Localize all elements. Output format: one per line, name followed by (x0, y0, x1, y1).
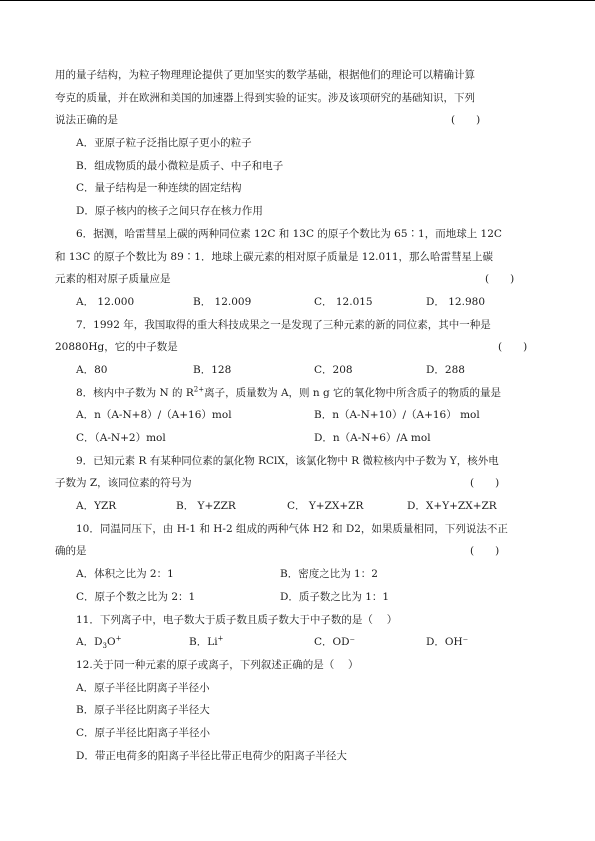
q11-option-a-atom: O (106, 636, 116, 649)
q9-stem-end: 子数为 Z，该同位素的符号为 (55, 477, 192, 490)
q10-option-c: C．原子个数之比为 2：1 (76, 590, 196, 603)
intro-option-c: C．量子结构是一种连续的固定结构 (76, 182, 242, 195)
q8-stem-part-1: 8．核内中子数为 N 的 R (76, 386, 194, 399)
q8-option-c: C．（A-N+2）mol (76, 432, 166, 444)
q7-stem-end: 20880Hg，它的中子数是 (55, 341, 178, 354)
intro-line-1: 用的量子结构，为粒子物理理论提供了更加坚实的数学基础，根据他们的理论可以精确计算 (55, 69, 475, 81)
q7-option-d: D．288 (426, 363, 465, 376)
q7-option-a: A．80 (76, 363, 108, 376)
q6-stem-line-3 (55, 268, 555, 291)
q8-option-d: D．n（A-N+6）/A mol (314, 432, 431, 444)
page-top-rule (0, 0, 595, 1)
q6-stem-end: 元素的相对原子质量应是 (55, 273, 171, 286)
q12-option-b: B．原子半径比阴离子半径大 (76, 704, 210, 717)
q9-options (55, 495, 555, 518)
answer-paren: ( ) (485, 273, 515, 286)
q8-stem-part-2: 离子，质量数为 A，则 n g 它的氧化物中所含质子的物质的量是 (204, 386, 502, 399)
q8-options-row-1 (55, 404, 555, 427)
q8-option-b: B．n（A-N+10）/（A+16） mol (314, 409, 480, 422)
q7-option-b: B．128 (193, 363, 232, 376)
q11-option-a-charge: + (115, 634, 122, 643)
q10-stem-line-2 (55, 540, 555, 563)
q6-stem-line-2: 和 13C 的原子个数比为 89∶1．地球上碳元素的相对原子质量是 12.011，那么哈雷彗星上碳 (55, 250, 494, 263)
q10-option-a: A．体积之比为 2：1 (76, 568, 174, 581)
q12-stem: 12.关于同一种元素的原子或离子，下列叙述正确的是（ ） (76, 658, 359, 671)
exam-page (55, 64, 555, 767)
q11-option-a-label: A．D (76, 636, 103, 649)
q6-options (55, 291, 555, 314)
q8-options-row-2 (55, 427, 555, 450)
q8-option-a: A．n（A-N+8）/（A+16）mol (76, 409, 232, 422)
q10-options-row-2 (55, 586, 555, 609)
intro-line-3 (55, 109, 555, 132)
q7-options (55, 359, 555, 382)
q11-option-c: C．OD⁻ (314, 636, 356, 649)
q6-option-d: D． 12.980 (426, 295, 485, 308)
q6-option-b: B． 12.009 (193, 295, 252, 308)
q9-option-c: C． Y+ZX+ZR (287, 500, 364, 513)
q7-stem-line-2 (55, 336, 555, 359)
answer-paren: ( ) (451, 114, 481, 127)
answer-paren: ( ) (470, 545, 500, 558)
q9-option-d: D．X+Y+ZX+ZR (407, 500, 497, 513)
q8-charge-superscript: 2+ (193, 385, 205, 394)
intro-line-2: 夸克的质量，并在欧洲和美国的加速器上得到实验的证实。涉及该项研究的基础知识，下列 (55, 91, 475, 104)
q12-option-d: D．带正电荷多的阳离子半径比带正电荷少的阳离子半径大 (76, 749, 347, 762)
q10-stem-end: 确的是 (55, 545, 87, 558)
intro-option-a: A．亚原子粒子泛指比原子更小的粒子 (76, 137, 252, 150)
answer-paren: ( ) (470, 477, 500, 490)
q7-option-c: C．208 (314, 363, 353, 376)
answer-paren: ( ) (498, 341, 528, 354)
q12-option-a: A．原子半径比阴离子半径小 (76, 681, 210, 694)
q9-option-b: B． Y+ZZR (176, 500, 236, 513)
q11-stem: 11．下列离子中，电子数大于质子数且质子数大于中子数的是（ ） (76, 613, 398, 626)
q11-option-a (76, 631, 121, 654)
q11-options (55, 631, 555, 654)
q10-option-d: D．质子数之比为 1：1 (280, 590, 390, 603)
q6-option-c: C． 12.015 (314, 295, 373, 308)
q7-stem-line-1: 7．1992 年，我国取得的重大科技成果之一是发现了三种元素的新的同位素，其中一种是 (76, 318, 491, 331)
q10-option-b: B．密度之比为 1：2 (280, 568, 378, 581)
q9-stem-line-1: 9．已知元素 R 有某种同位素的氯化物 RClX，该氯化物中 R 微粒核内中子数为 Y，核外电 (76, 454, 499, 467)
q10-options-row-1 (55, 563, 555, 586)
q9-stem-line-2 (55, 472, 555, 495)
q11-option-d: D．OH⁻ (426, 636, 469, 649)
intro-option-d: D．原子核内的核子之间只存在核力作用 (76, 205, 263, 218)
q11-option-b-label: B．Li (189, 636, 218, 649)
q9-option-a: A．YZR (76, 500, 117, 513)
intro-stem-end: 说法正确的是 (55, 114, 118, 127)
q6-stem-line-1: 6．据测，哈雷彗星上碳的两种同位素 12C 和 13C 的原子个数比为 65∶1，而地球上 12C (76, 227, 502, 240)
q12-option-c: C．原子半径比阳离子半径小 (76, 726, 211, 739)
q8-stem (55, 382, 555, 405)
q11-option-b (189, 631, 223, 654)
intro-option-b: B．组成物质的最小微粒是质子、中子和电子 (76, 159, 284, 172)
q10-stem-line-1: 10．同温同压下，由 H-1 和 H-2 组成的两种气体 H2 和 D2，如果质量相同，下列说法不正 (76, 522, 508, 535)
q11-option-a-subscript: 3 (102, 642, 107, 651)
q6-option-a: A． 12.000 (76, 295, 135, 308)
q11-option-b-charge: + (217, 634, 224, 643)
